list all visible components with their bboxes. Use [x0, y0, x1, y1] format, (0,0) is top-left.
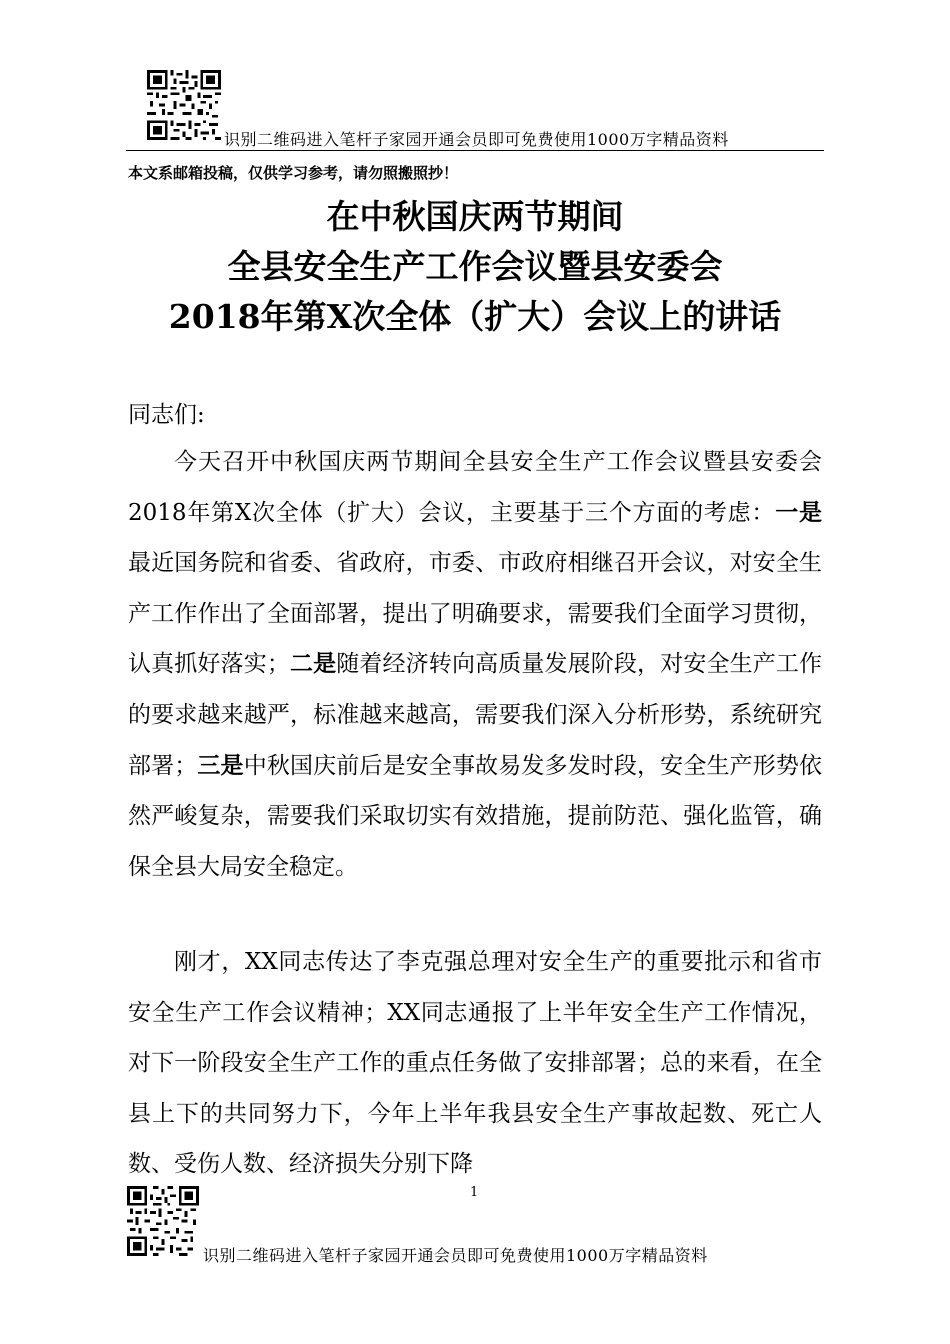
document-title-line-2: 全县安全生产工作会议暨县安委会	[227, 247, 723, 286]
copyright-notice: 本文系邮箱投稿，仅供学习参考，请勿照搬照抄！	[128, 164, 459, 182]
promo-banner-text: 识别二维码进入笔杆子家园开通会员即可免费使用1000万字精品资料	[203, 1246, 708, 1265]
qr-code-icon[interactable]	[127, 1186, 199, 1256]
page-number: 1	[470, 1185, 479, 1200]
salutation: 同志们:	[128, 402, 205, 428]
document-title-line-3: 2018年第X次全体（扩大）会议上的讲话	[168, 297, 782, 336]
point-label: 二是	[289, 650, 337, 678]
point-text: 随着经济转向高质量发展阶段，对安全生产工作的要求越来越严，标准越来越高，需要我们深入分析形势，系统研究部署；	[128, 651, 823, 779]
promo-banner-text: 识别二维码进入笔杆子家园开通会员即可免费使用1000万字精品资料	[224, 130, 729, 149]
paragraph-intro: 今天召开中秋国庆两节期间全县安全生产工作会议暨县安委会2018年第X次全体（扩大）会议，主要基于三个方面的考虑：	[128, 449, 822, 526]
point-label: 三是	[197, 751, 244, 779]
point-label: 一是	[775, 498, 822, 526]
body-paragraph: 刚才，XX同志传达了李克强总理对安全生产的重要批示和省市安全生产工作会议精神；XX同志通报了上半年安全生产工作情况，对下一阶段安全生产工作的重点任务做了安排部署；总的来看，在全县上下的共同努力下，今年上半年我县安全生产事故起数、死亡人数、受伤人数、经济损失分别下降	[128, 949, 822, 1178]
header-divider	[126, 150, 824, 151]
document-title-line-1: 在中秋国庆两节期间	[326, 197, 624, 236]
point-text: 中秋国庆前后是安全事故易发多发时段，安全生产形势依然严峻复杂，需要我们采取切实有效措施，提前防范、强化监管，确保全县大局安全稳定。	[128, 752, 823, 880]
body-paragraph	[128, 437, 822, 892]
point-text: 最近国务院和省委、省政府，市委、市政府相继召开会议，对安全生产工作作出了全面部署，提出了明确要求，需要我们全面学习贯彻，认真抓好落实；	[128, 550, 822, 678]
qr-code-icon[interactable]	[147, 70, 221, 140]
